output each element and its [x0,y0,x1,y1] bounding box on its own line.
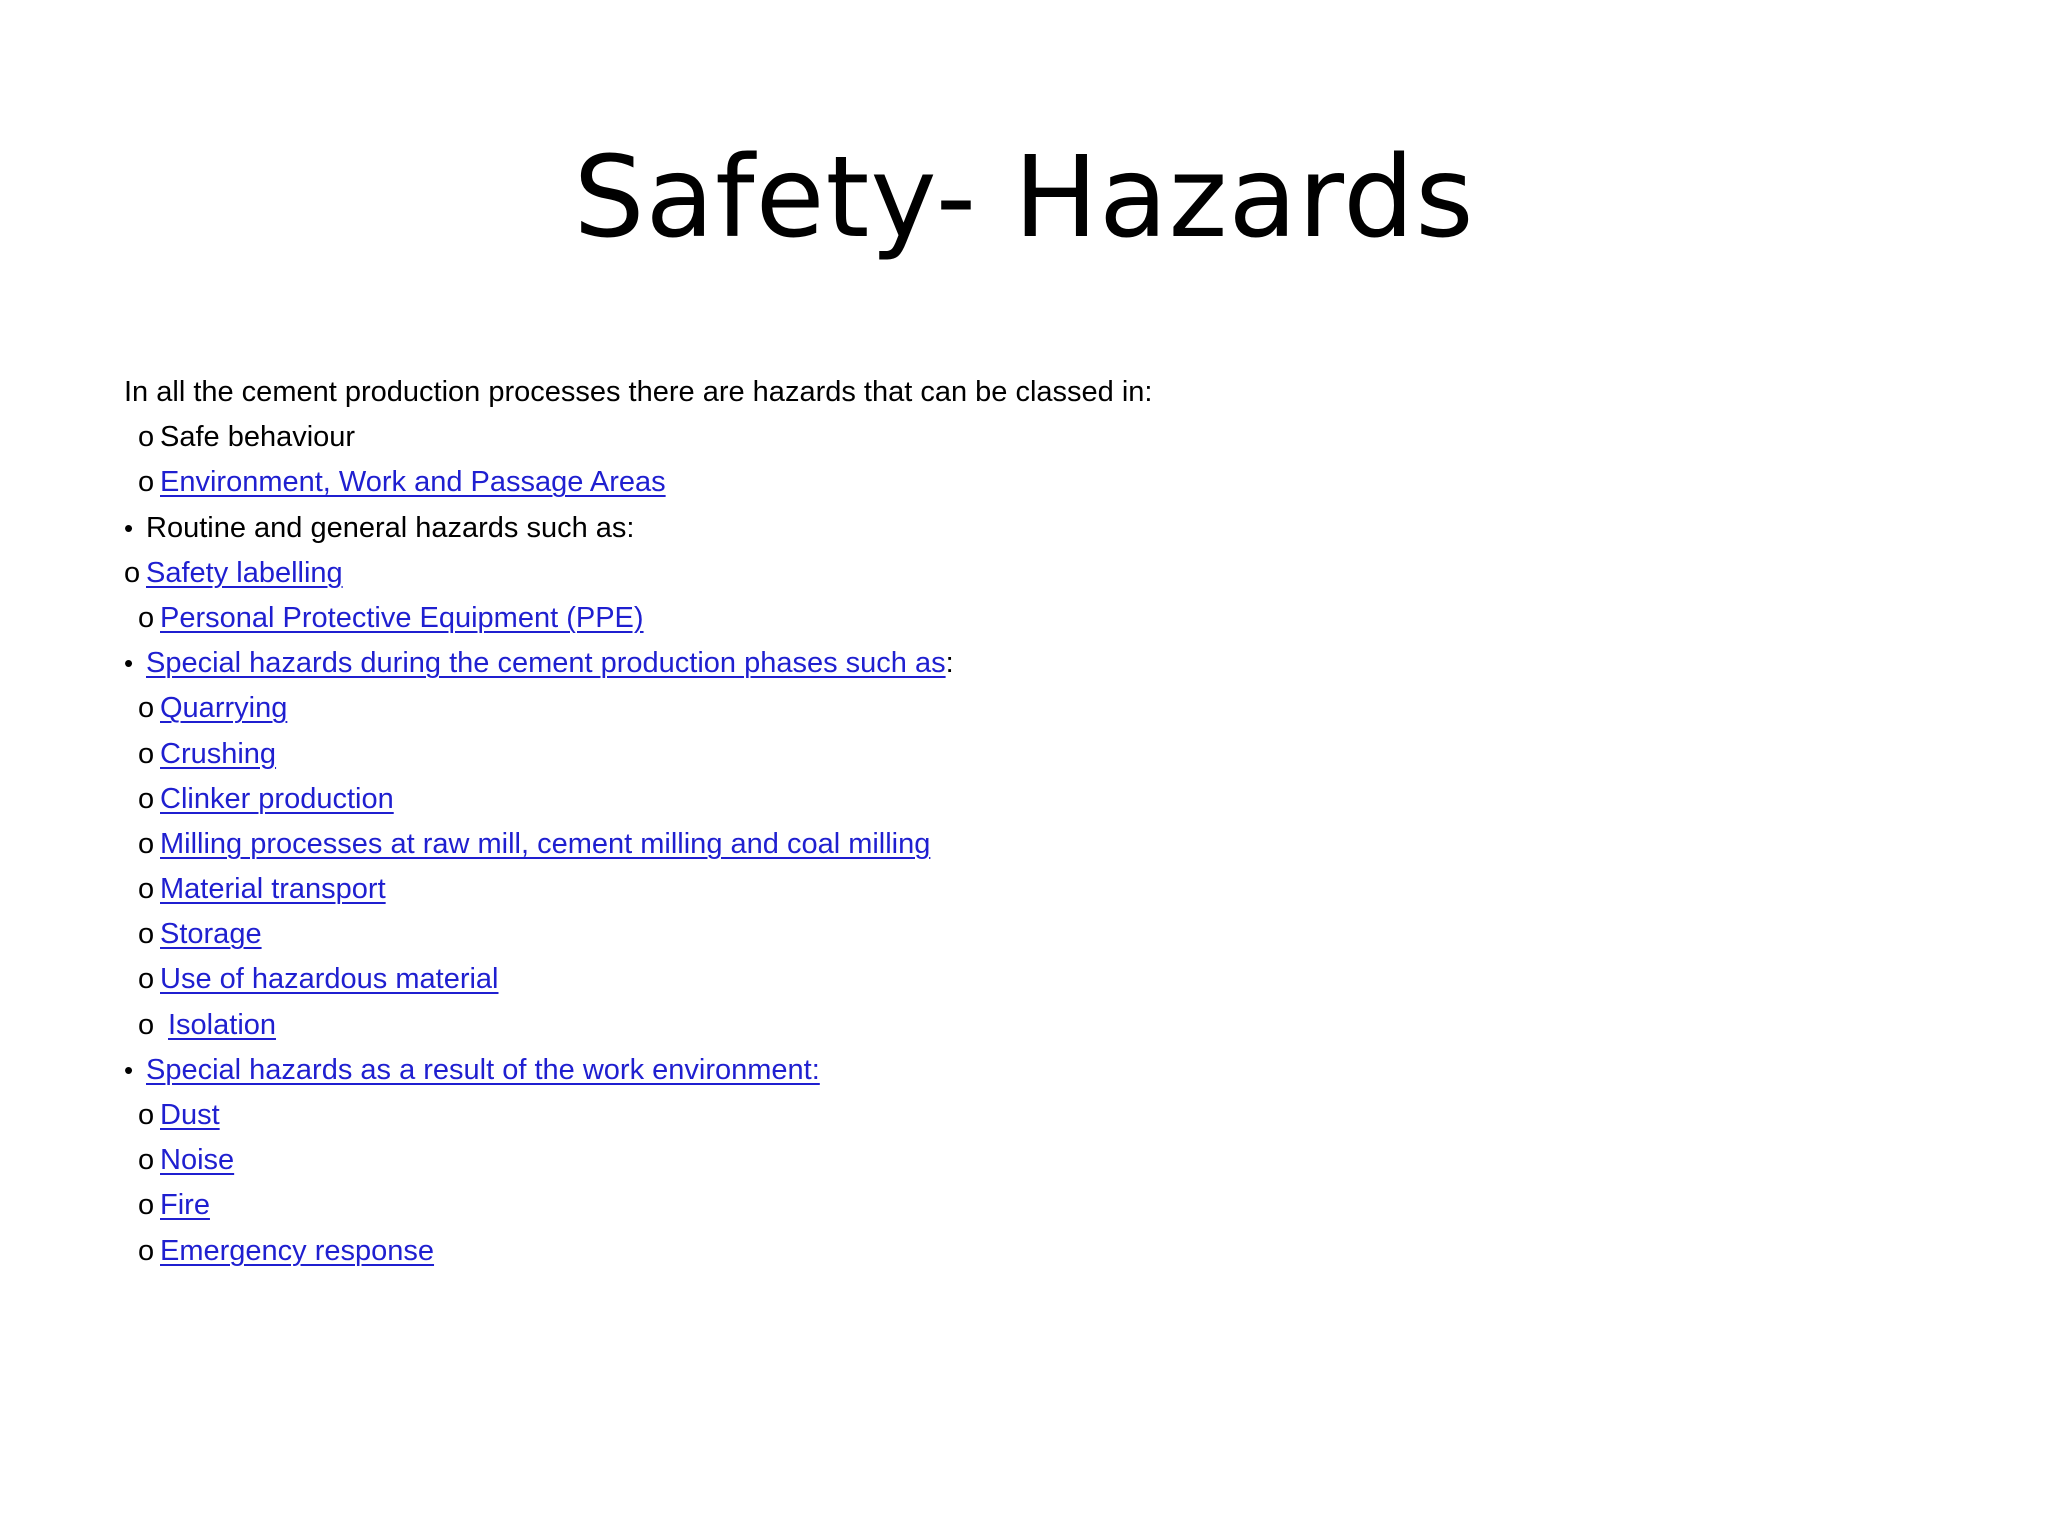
slide-title: Safety- Hazards [573,133,1475,263]
intro-line [124,370,1924,415]
bullet-marker: • [124,1054,134,1085]
sub-bullet-marker: o [138,1008,155,1041]
list-item [124,641,1924,686]
hazard-link[interactable]: Quarrying [160,692,288,725]
list-item [124,867,1924,912]
hazard-list [124,415,1924,1274]
hazard-link[interactable]: Personal Protective Equipment (PPE) [160,601,644,634]
bullet-marker: • [124,648,134,679]
list-item [124,822,1924,867]
list-item [124,1048,1924,1093]
list-item [124,1093,1924,1138]
sub-bullet-marker: o [138,737,155,770]
hazard-link[interactable]: Special hazards as a result of the work environment: [146,1053,820,1086]
hazard-link[interactable]: Isolation [168,1008,277,1041]
list-item [124,1229,1924,1274]
sub-bullet-marker: o [138,1189,155,1222]
hazard-link[interactable]: Storage [160,918,262,951]
sub-bullet-marker: o [124,556,141,589]
list-item-suffix: : [945,647,954,680]
slide-body [124,370,1924,1274]
list-item [124,1138,1924,1183]
hazard-link[interactable]: Noise [160,1144,235,1177]
hazard-link[interactable]: Emergency response [160,1234,435,1267]
hazard-link[interactable]: Environment, Work and Passage Areas [160,466,666,499]
hazard-link[interactable]: Dust [160,1099,220,1131]
sub-bullet-marker: o [138,692,155,725]
list-item-text: Routine and general hazards such as: [146,511,635,544]
list-item [124,1003,1924,1048]
sub-bullet-marker: o [138,827,155,860]
hazard-link[interactable]: Fire [160,1189,210,1222]
hazard-link[interactable]: Milling processes at raw mill, cement milling and coal milling [160,827,931,860]
sub-bullet-marker: o [138,782,155,815]
intro-text: In all the cement production processes there are hazards that can be classed in: [124,376,1153,408]
sub-bullet-marker: o [138,963,155,996]
list-item [124,686,1924,731]
list-item [124,732,1924,777]
sub-bullet-marker: o [138,918,155,951]
list-item [124,415,1924,460]
hazard-link[interactable]: Safety labelling [146,556,343,589]
sub-bullet-marker: o [138,466,155,499]
list-item-text: Safe behaviour [160,421,356,454]
hazard-link[interactable]: Use of hazardous material [160,963,499,996]
sub-bullet-marker: o [138,1099,155,1131]
sub-bullet-marker: o [138,421,155,454]
list-item [124,551,1924,596]
hazard-link[interactable]: Special hazards during the cement production phases such as [146,647,946,680]
list-item [124,777,1924,822]
sub-bullet-marker: o [138,873,155,906]
hazard-link[interactable]: Crushing [160,737,277,770]
list-item [124,506,1924,551]
sub-bullet-marker: o [138,601,155,634]
hazard-link[interactable]: Clinker production [160,782,394,815]
sub-bullet-marker: o [138,1234,155,1267]
list-item [124,596,1924,641]
bullet-marker: • [124,512,134,543]
list-item [124,912,1924,957]
list-item [124,460,1924,505]
hazard-link[interactable]: Material transport [160,873,386,906]
sub-bullet-marker: o [138,1144,155,1177]
list-item [124,957,1924,1002]
list-item [124,1183,1924,1228]
